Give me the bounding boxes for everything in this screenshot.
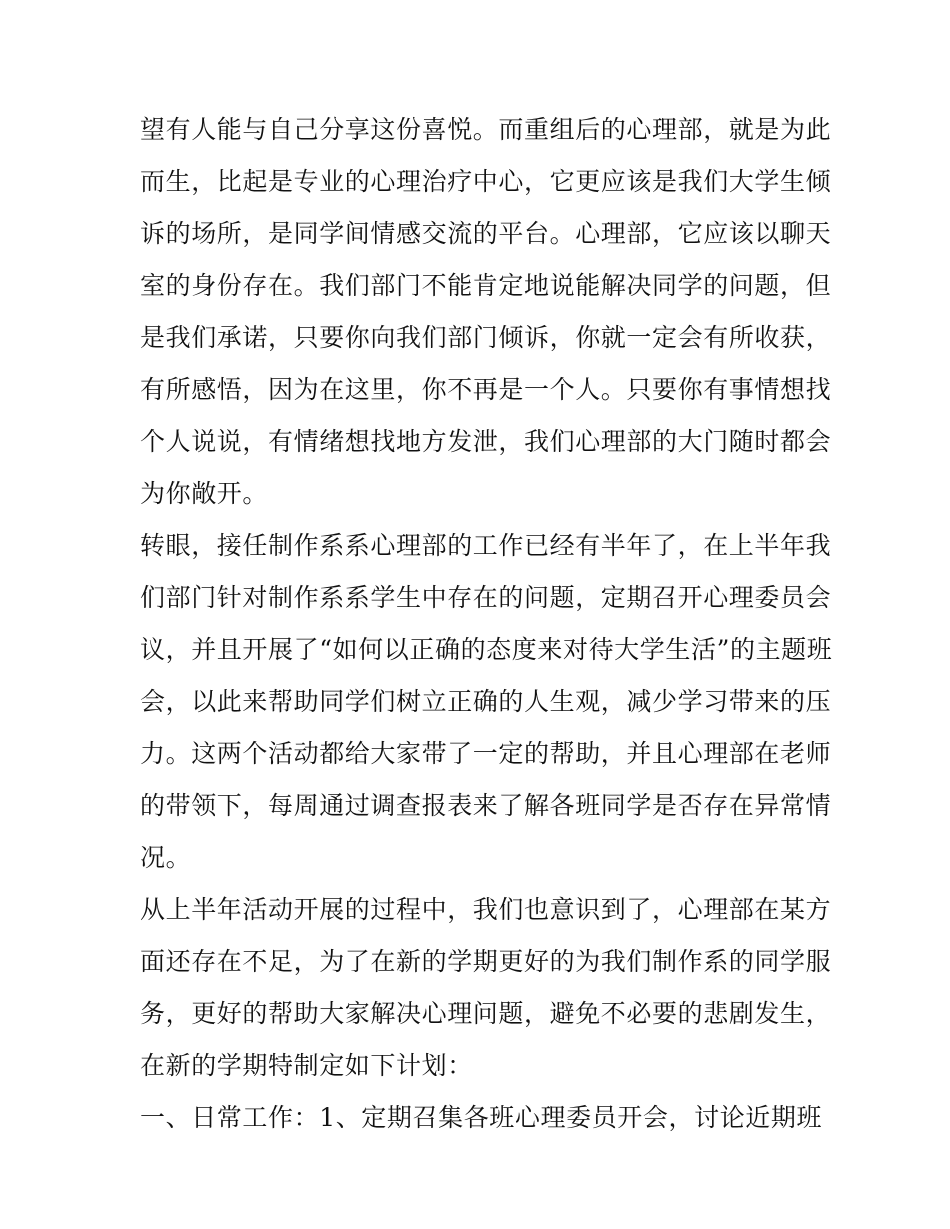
text-line: 望有人能与自己分享这份喜悦。而重组后的心理部，就是为此 <box>140 115 832 144</box>
text-line: 会，以此来帮助同学们树立正确的人生观，减少学习带来的压 <box>140 687 832 716</box>
text-line: 一、日常工作：1、定期召集各班心理委员开会，讨论近期班 <box>140 1103 823 1132</box>
text-line: 力。这两个活动都给大家带了一定的帮助，并且心理部在老师 <box>140 739 832 768</box>
text-line: 室的身份存在。我们部门不能肯定地说能解决同学的问题，但 <box>140 271 832 300</box>
text-line: 为你敞开。 <box>140 479 269 508</box>
text-line: 议，并且开展了“如何以正确的态度来对待大学生活”的主题班 <box>140 635 833 664</box>
text-line: 有所感悟，因为在这里，你不再是一个人。只要你有事情想找 <box>140 375 832 404</box>
text-line: 在新的学期特制定如下计划： <box>140 1051 473 1080</box>
text-line: 们部门针对制作系系学生中存在的问题，定期召开心理委员会 <box>140 583 832 612</box>
text-line: 是我们承诺，只要你向我们部门倾诉，你就一定会有所收获， <box>140 323 832 352</box>
text-line: 务，更好的帮助大家解决心理问题，避免不必要的悲剧发生， <box>140 999 832 1028</box>
text-line: 转眼，接任制作系系心理部的工作已经有半年了，在上半年我 <box>140 531 832 560</box>
body-text <box>140 104 840 1144</box>
text-line: 从上半年活动开展的过程中，我们也意识到了，心理部在某方 <box>140 895 832 924</box>
text-line: 的带领下，每周通过调查报表来了解各班同学是否存在异常情 <box>140 791 832 820</box>
text-line: 诉的场所，是同学间情感交流的平台。心理部，它应该以聊天 <box>140 219 832 248</box>
text-line: 而生，比起是专业的心理治疗中心，它更应该是我们大学生倾 <box>140 167 832 196</box>
text-line: 个人说说，有情绪想找地方发泄，我们心理部的大门随时都会 <box>140 427 832 456</box>
text-line: 面还存在不足，为了在新的学期更好的为我们制作系的同学服 <box>140 947 832 976</box>
text-line: 况。 <box>140 843 192 872</box>
